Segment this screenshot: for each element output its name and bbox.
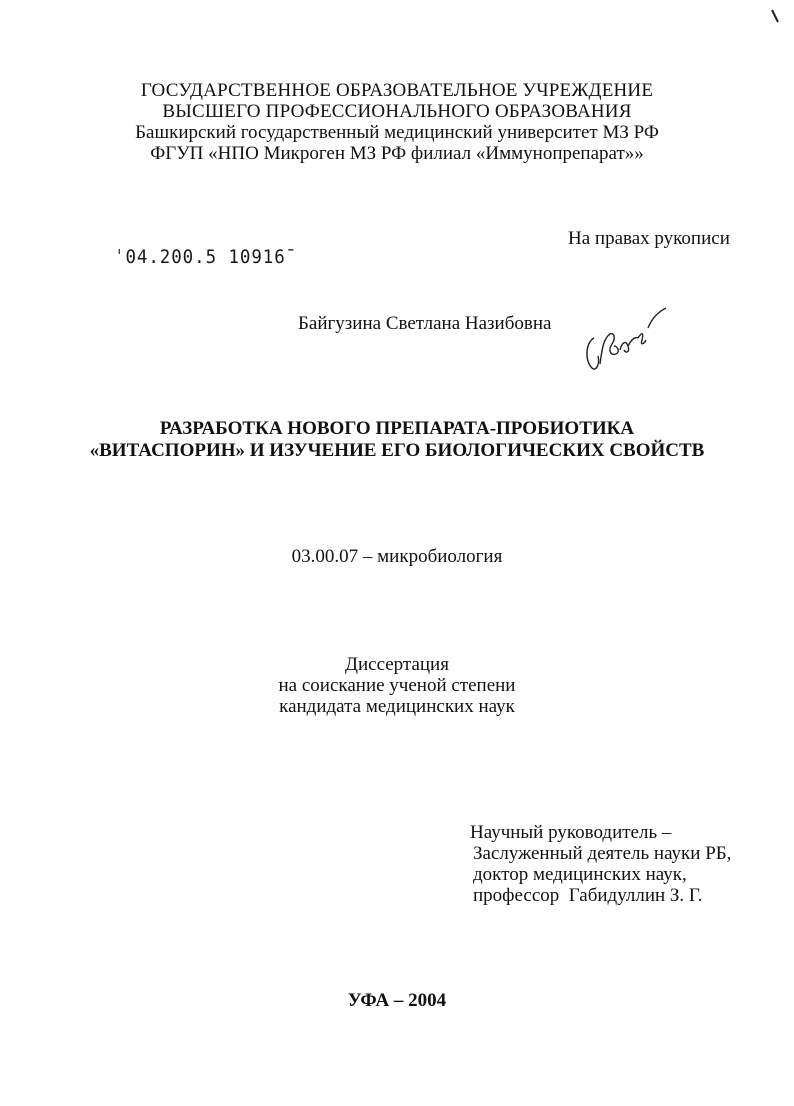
- header-line-4: ФГУП «НПО Микроген МЗ РФ филиал «Иммунопрепарат»»: [150, 143, 644, 164]
- stamp-tick-right: ˉ: [285, 246, 298, 268]
- title-line-2: «ВИТАСПОРИН» И ИЗУЧЕНИЕ ЕГО БИОЛОГИЧЕСКИХ СВОЙСТВ: [89, 440, 705, 461]
- stamp-tick-left: ˈ: [114, 246, 126, 268]
- institution-header: [0, 80, 794, 164]
- header-line-3: Башкирский государственный медицинский университет МЗ РФ: [135, 122, 659, 143]
- dissertation-title: [0, 418, 794, 462]
- city-year: УФА – 2004: [347, 990, 447, 1011]
- supervisor-line-4: профессор Габидуллин З. Г.: [473, 885, 703, 906]
- scientific-supervisor: [470, 822, 731, 906]
- specialty-code: 03.00.07 – микробиология: [291, 546, 503, 567]
- manuscript-rights-note: На правах рукописи: [568, 228, 730, 249]
- supervisor-line-2: Заслуженный деятель науки РБ,: [473, 843, 732, 864]
- corner-scan-mark: [770, 8, 780, 24]
- degree-line-3: кандидата медицинских наук: [279, 696, 515, 717]
- header-line-1: ГОСУДАРСТВЕННОЕ ОБРАЗОВАТЕЛЬНОЕ УЧРЕЖДЕНИЕ: [140, 80, 654, 101]
- stamp-number-text: 04.200.5 10916: [125, 246, 286, 268]
- library-stamp-number: [114, 246, 297, 268]
- supervisor-line-1: Научный руководитель –: [470, 822, 672, 843]
- title-line-1: РАЗРАБОТКА НОВОГО ПРЕПАРАТА-ПРОБИОТИКА: [159, 418, 635, 439]
- degree-line-2: на соискание ученой степени: [278, 675, 516, 696]
- header-line-2: ВЫСШЕГО ПРОФЕССИОНАЛЬНОГО ОБРАЗОВАНИЯ: [162, 101, 632, 122]
- degree-statement: [0, 654, 794, 717]
- author-signature: [580, 298, 680, 378]
- supervisor-line-3: доктор медицинских наук,: [473, 864, 687, 885]
- author-name: Байгузина Светлана Назибовна: [298, 313, 552, 334]
- degree-line-1: Диссертация: [345, 654, 449, 675]
